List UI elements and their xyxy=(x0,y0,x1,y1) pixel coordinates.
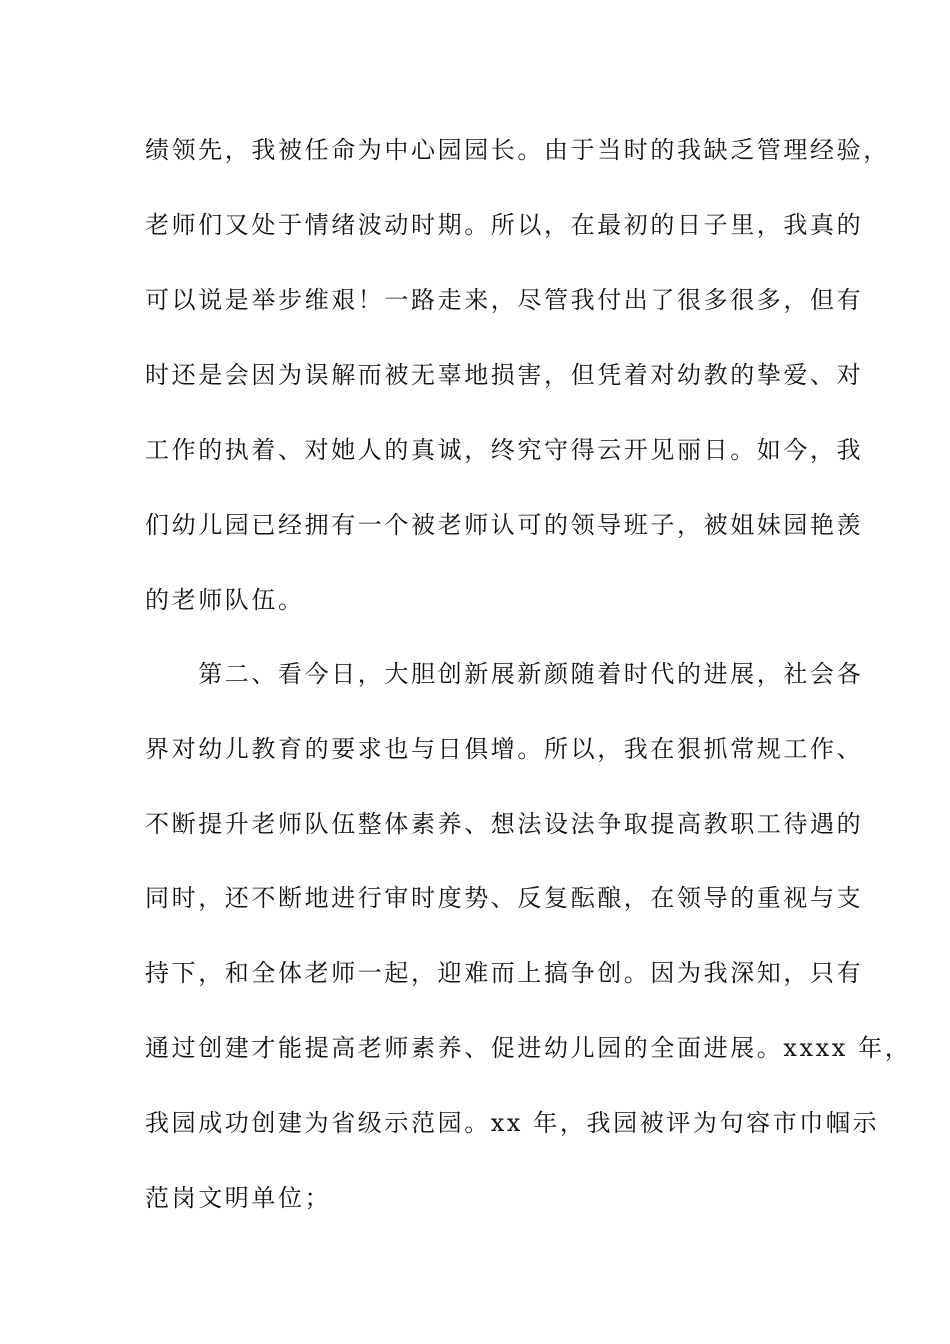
text-line: 可以说是举步维艰！一路走来，尽管我付出了很多很多，但有 xyxy=(145,286,864,314)
text-line: 时还是会因为误解而被无辜地损害，但凭着对幼教的挚爱、对 xyxy=(145,361,864,389)
text-line: 第二、看今日，大胆创新展新颜随着时代的进展，社会各 xyxy=(145,660,864,688)
text-line: 我园成功创建为省级示范园。xx 年，我园被评为句容市巾帼示 xyxy=(145,1109,880,1137)
text-line: 绩领先，我被任命为中心园园长。由于当时的我缺乏管理经验， xyxy=(145,136,890,164)
text-line: 同时，还不断地进行审时度势、反复酝酿，在领导的重视与支 xyxy=(145,884,864,912)
text-line: 通过创建才能提高老师素养、促进幼儿园的全面进展。xxxx 年， xyxy=(145,1034,912,1062)
text-line: 们幼儿园已经拥有一个被老师认可的领导班子，被姐妹园艳羡 xyxy=(145,511,864,539)
text-line: 界对幼儿教育的要求也与日俱增。所以，我在狠抓常规工作、 xyxy=(145,735,864,763)
text-line: 工作的执着、对她人的真诚，终究守得云开见丽日。如今，我 xyxy=(145,436,864,464)
text-line: 的老师队伍。 xyxy=(145,586,305,614)
text-line: 不断提升老师队伍整体素养、想法设法争取提高教职工待遇的 xyxy=(145,810,864,838)
text-line: 老师们又处于情绪波动时期。所以，在最初的日子里，我真的 xyxy=(145,211,864,239)
text-line: 范岗文明单位； xyxy=(145,1184,332,1212)
text-line: 持下，和全体老师一起，迎难而上搞争创。因为我深知，只有 xyxy=(145,959,864,987)
